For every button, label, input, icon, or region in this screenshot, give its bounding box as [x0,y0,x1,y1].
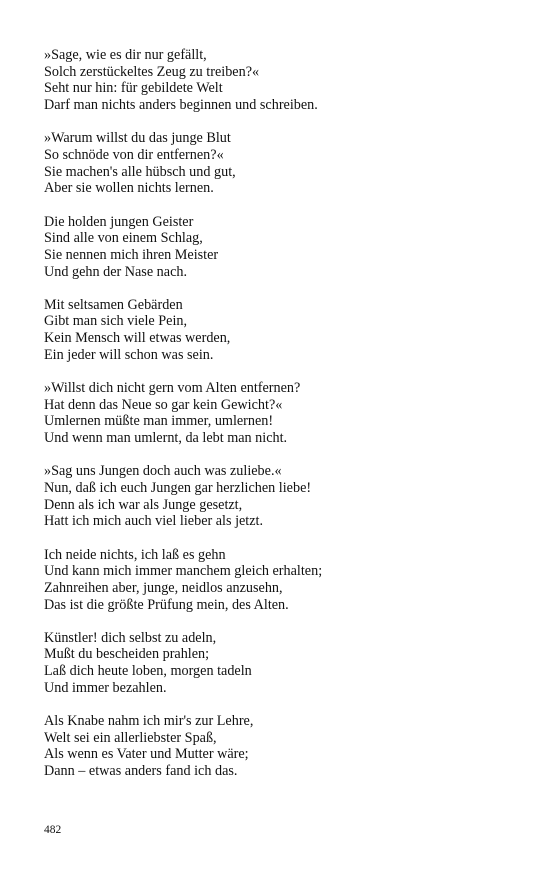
verse-line: Mit seltsamen Gebärden [44,296,183,313]
verse-line: Als wenn es Vater und Mutter wäre; [44,746,249,763]
stanza-4 [44,297,514,364]
verse-line: »Sag uns Jungen doch auch was zuliebe.« [44,463,282,480]
verse-line: Welt sei ein allerliebster Spaß, [44,729,217,746]
stanza-7 [44,547,514,614]
verse-line: Sie nennen mich ihren Meister [44,246,219,263]
verse-line: Künstler! dich selbst zu adeln, [44,629,217,646]
verse-line: Und kann mich immer manchem gleich erhalten; [44,563,323,580]
verse-line: Und wenn man umlernt, da lebt man nicht. [44,430,288,447]
verse-line: Laß dich heute loben, morgen tadeln [44,663,252,680]
verse-line: Zahnreihen aber, junge, neidlos anzusehn, [44,579,283,596]
verse-line: Ich neide nichts, ich laß es gehn [44,546,226,563]
verse-line: »Sage, wie es dir nur gefällt, [44,47,207,63]
verse-line: Als Knabe nahm ich mir's zur Lehre, [44,713,254,729]
verse-line: Kein Mensch will etwas werden, [44,330,231,347]
stanza-2 [44,130,514,197]
verse-line: Sind alle von einem Schlag, [44,230,203,247]
verse-line: Hatt ich mich auch viel lieber als jetzt. [44,513,264,530]
stanza-9 [44,713,514,780]
verse-line: Dann – etwas anders fand ich das. [44,763,238,780]
verse-line: Ein jeder will schon was sein. [44,346,214,363]
verse-line: Seht nur hin: für gebildete Welt [44,80,223,97]
verse-line: Hat denn das Neue so gar kein Gewicht?« [44,396,283,413]
verse-line: Mußt du bescheiden prahlen; [44,646,210,663]
verse-line: Sie machen's alle hübsch und gut, [44,163,236,180]
stanza-6 [44,463,514,530]
verse-line: Nun, daß ich euch Jungen gar herzlichen liebe! [44,479,312,496]
verse-line: Aber sie wollen nichts lernen. [44,180,214,197]
poem-text [44,47,514,796]
verse-line: Die holden jungen Geister [44,213,194,230]
verse-line: Und immer bezahlen. [44,679,167,696]
verse-line: Das ist die größte Prüfung mein, des Alten. [44,596,289,613]
verse-line: So schnöde von dir entfernen?« [44,146,224,163]
stanza-5 [44,380,514,447]
verse-line: Denn als ich war als Junge gesetzt, [44,496,243,513]
verse-line: »Warum willst du das junge Blut [44,130,231,147]
stanza-1 [44,47,514,114]
verse-line: Gibt man sich viele Pein, [44,313,188,330]
stanza-8 [44,630,514,697]
verse-line: Und gehn der Nase nach. [44,263,188,280]
page-number: 482 [44,824,62,836]
verse-line: »Willst dich nicht gern vom Alten entfernen? [44,380,301,396]
verse-line: Darf man nichts anders beginnen und schreiben. [44,97,318,114]
verse-line: Solch zerstückeltes Zeug zu treiben?« [44,63,260,80]
stanza-3 [44,214,514,281]
verse-line: Umlernen müßte man immer, umlernen! [44,413,274,430]
